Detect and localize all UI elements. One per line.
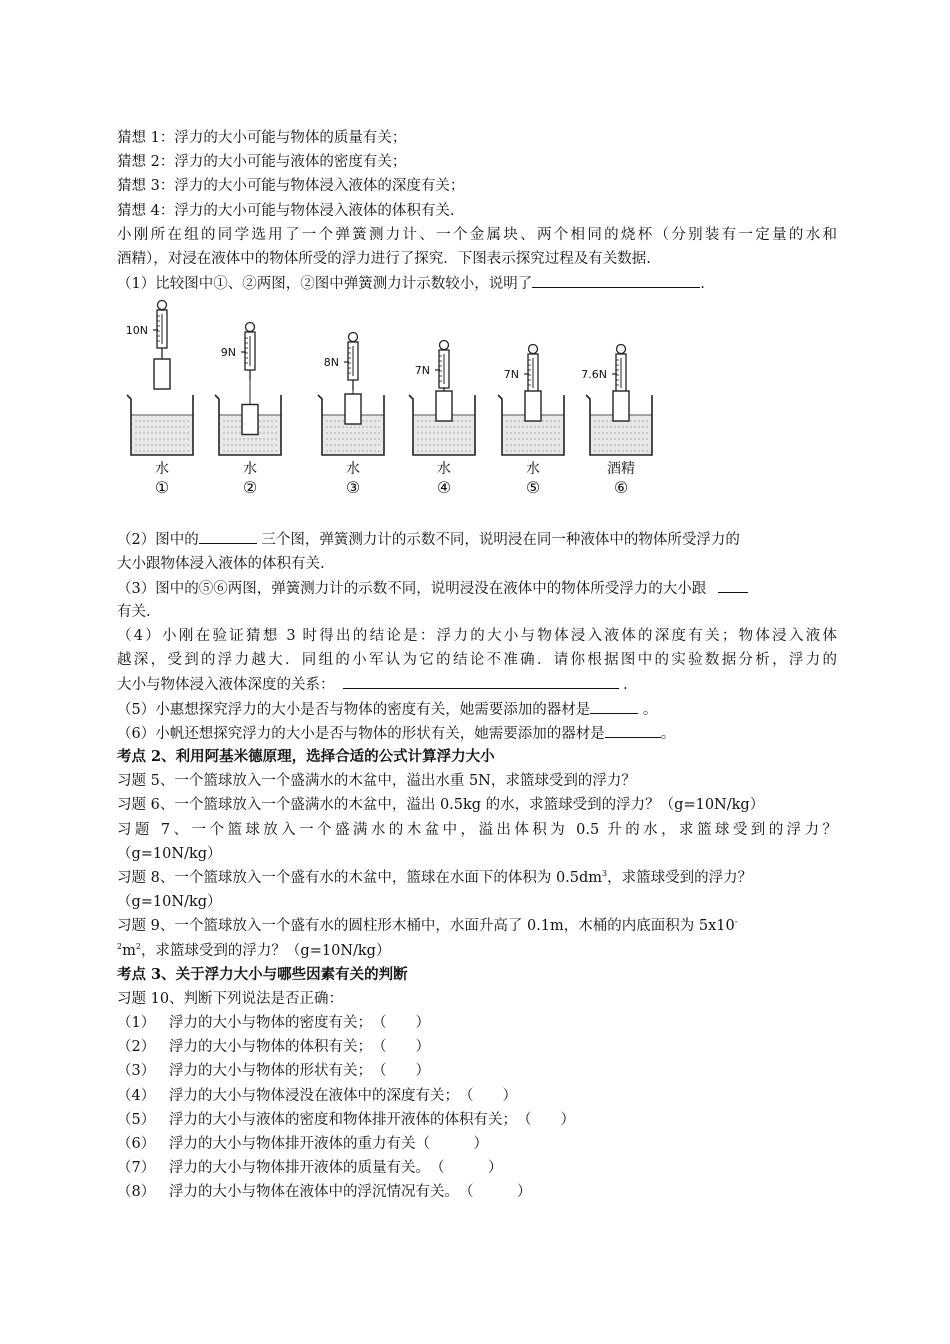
judge-item-1 bbox=[117, 1011, 837, 1035]
judge-answer-parentheses[interactable]: （ ） bbox=[517, 1111, 575, 1128]
experiment-panel-2 bbox=[215, 323, 281, 498]
liquid-name-label: 水 bbox=[346, 461, 360, 478]
question-1 bbox=[117, 271, 837, 295]
panel-number-label: ⑥ bbox=[613, 478, 629, 498]
judge-answer-parentheses[interactable]: （ ） bbox=[459, 1087, 517, 1104]
guess-2: 猜想 2：浮力的大小可能与液体的密度有关； bbox=[117, 154, 407, 171]
scale-reading-label: 9N bbox=[220, 346, 236, 360]
question-4-text: 大小与物体浸入液体深度的关系： bbox=[117, 677, 335, 694]
guess-1: 猜想 1：浮力的大小可能与物体的质量有关； bbox=[117, 130, 407, 146]
judge-item-text: 浮力的大小与物体的体积有关； bbox=[169, 1039, 372, 1056]
exercise-9-text-end: ，求篮球受到的浮力？（g=10N/kg） bbox=[140, 942, 391, 959]
scale-reading-label: 7.6N bbox=[581, 368, 607, 382]
judge-answer-parentheses[interactable]: （ ） bbox=[372, 1063, 430, 1080]
judge-item-7 bbox=[117, 1156, 837, 1180]
answer-blank-1[interactable] bbox=[532, 271, 700, 288]
exercise-9-unit-exponent: 2 bbox=[135, 941, 141, 951]
judge-item-3 bbox=[117, 1059, 837, 1083]
question-2-text-a: （2）图中的 bbox=[117, 532, 199, 549]
question-4-line-3 bbox=[117, 672, 837, 696]
intro-line-2: 酒精），对浸在液体中的物体所受的浮力进行了探究．下图表示探究过程及有关数据. bbox=[117, 250, 651, 267]
panel-number-label: ① bbox=[154, 478, 170, 498]
exercise-9-cont bbox=[117, 939, 837, 963]
guess-3: 猜想 3：浮力的大小可能与物体浸入液体的深度有关； bbox=[117, 178, 465, 195]
liquid-name-label: 水 bbox=[526, 461, 540, 478]
answer-blank-5[interactable] bbox=[590, 697, 638, 714]
exercise-5: 习题 5、一个篮球放入一个盛满水的木盆中，溢出水重 5N，求篮球受到的浮力？ bbox=[117, 773, 636, 790]
exercise-9-exponent-sign: - bbox=[734, 917, 738, 927]
scale-hook-ring bbox=[158, 301, 167, 310]
judge-item-number: （8） bbox=[117, 1184, 156, 1201]
experiment-panel-4 bbox=[409, 341, 475, 498]
experiment-diagram bbox=[117, 297, 837, 527]
judge-item-6 bbox=[117, 1132, 837, 1156]
liquid-name-label: 水 bbox=[243, 461, 257, 478]
answer-blank-3[interactable] bbox=[718, 576, 748, 593]
question-5-text: （5）小惠想探究浮力的大小是否与物体的密度有关，她需要添加的器材是 bbox=[117, 701, 591, 718]
judge-item-2 bbox=[117, 1035, 837, 1059]
question-3-text: （3）图中的⑤⑥两图，弹簧测力计的示数不同，说明浸没在液体中的物体所受浮力的大小跟 bbox=[117, 580, 707, 597]
metal-block bbox=[525, 391, 541, 421]
exercise-7: 习题 7、一个篮球放入一个盛满水的木盆中，溢出体积为 0.5 升的水，求篮球受到的浮力？ bbox=[117, 821, 837, 838]
judge-item-5 bbox=[117, 1108, 837, 1132]
scale-reading-label: 8N bbox=[323, 356, 339, 370]
experiment-panel-1 bbox=[126, 301, 193, 498]
liquid-name-label: 水 bbox=[155, 461, 169, 478]
exercise-8-text-end: ，求篮球受到的浮力？ bbox=[607, 869, 753, 886]
exercise-8-text: 习题 8、一个篮球放入一个盛有水的木盆中，篮球在水面下的体积为 0.5dm bbox=[117, 869, 603, 886]
exercise-7-cont: （g=10N/kg） bbox=[117, 845, 222, 862]
exercise-6: 习题 6、一个篮球放入一个盛满水的木盆中，溢出 0.5kg 的水，求篮球受到的浮力？（g=10N/kg） bbox=[117, 797, 765, 814]
intro-line-1: 小刚所在组的同学选用了一个弹簧测力计、一个金属块、两个相同的烧杯（分别装有一定量的水和 bbox=[117, 226, 837, 243]
topic-3-heading: 考点 3、关于浮力大小与哪些因素有关的判断 bbox=[117, 965, 408, 983]
panel-number-label: ④ bbox=[436, 478, 452, 498]
answer-blank-6[interactable] bbox=[605, 721, 661, 738]
question-2-text-b: 三个图，弹簧测力计的示数不同，说明浸在同一种液体中的物体所受浮力的 bbox=[256, 532, 740, 549]
judge-item-number: （3） bbox=[117, 1063, 156, 1080]
question-3 bbox=[117, 576, 837, 600]
question-1-end: . bbox=[700, 276, 705, 293]
panel-number-label: ③ bbox=[345, 478, 361, 498]
judge-item-text: 浮力的大小与物体浸没在液体中的深度有关； bbox=[169, 1087, 459, 1104]
answer-blank-2[interactable] bbox=[199, 527, 257, 544]
answer-blank-4[interactable] bbox=[343, 672, 619, 689]
scale-hook-ring bbox=[529, 345, 538, 354]
panel-number-label: ② bbox=[242, 478, 258, 498]
exercise-8-cont: （g=10N/kg） bbox=[117, 894, 222, 911]
question-1-text: （1）比较图中①、②两图，②图中弹簧测力计示数较小，说明了 bbox=[117, 276, 533, 293]
judge-item-4 bbox=[117, 1084, 837, 1108]
question-4-end: . bbox=[618, 677, 628, 694]
question-6-text: （6）小帆还想探究浮力的大小是否与物体的形状有关，她需要添加的器材是 bbox=[117, 725, 605, 742]
exercise-9-text: 习题 9、一个篮球放入一个盛有水的圆柱形木桶中，水面升高了 0.1m，木桶的内底面积为 5x10 bbox=[117, 918, 735, 935]
exercise-10: 习题 10、判断下列说法是否正确： bbox=[117, 990, 344, 1007]
experiment-panel-6 bbox=[581, 345, 652, 498]
exercise-9-exponent-value: 2 bbox=[117, 941, 123, 951]
scale-reading-label: 7N bbox=[414, 364, 430, 378]
experiment-figure bbox=[117, 297, 837, 527]
judge-item-number: （1） bbox=[117, 1015, 156, 1032]
question-2-cont: 大小跟物体浸入液体的体积有关. bbox=[117, 555, 325, 572]
judge-item-number: （2） bbox=[117, 1039, 156, 1056]
metal-block bbox=[436, 391, 452, 421]
judge-item-text: 浮力的大小与物体排开液体的质量有关。 bbox=[169, 1160, 430, 1177]
scale-reading-label: 10N bbox=[125, 324, 148, 338]
scale-hook-ring bbox=[440, 341, 449, 350]
worksheet-content bbox=[117, 126, 837, 1205]
metal-block bbox=[154, 359, 170, 389]
guess-4: 猜想 4：浮力的大小可能与物体浸入液体的体积有关. bbox=[117, 202, 455, 219]
judge-item-number: （5） bbox=[117, 1111, 156, 1128]
judge-answer-parentheses[interactable]: （ ） bbox=[430, 1160, 503, 1177]
metal-block bbox=[345, 394, 361, 424]
judge-item-text: 浮力的大小与液体的密度和物体排开液体的体积有关； bbox=[169, 1111, 517, 1128]
judge-answer-parentheses[interactable]: （ ） bbox=[372, 1015, 430, 1032]
judge-item-8 bbox=[117, 1180, 837, 1204]
judge-item-number: （6） bbox=[117, 1136, 156, 1152]
judge-answer-parentheses[interactable]: （ ） bbox=[459, 1184, 532, 1201]
experiment-panel-5 bbox=[498, 345, 564, 498]
question-2 bbox=[117, 527, 837, 551]
exercise-8-exponent: 3 bbox=[602, 869, 608, 879]
question-3-cont: 有关. bbox=[117, 603, 151, 620]
panel-number-label: ⑤ bbox=[525, 478, 541, 498]
judge-item-number: （4） bbox=[117, 1087, 156, 1104]
metal-block bbox=[613, 391, 629, 421]
scale-reading-label: 7N bbox=[503, 368, 519, 382]
topic-2-heading: 考点 2、利用阿基米德原理，选择合适的公式计算浮力大小 bbox=[117, 748, 495, 765]
judge-item-text: 浮力的大小与物体在液体中的浮沉情况有关。 bbox=[169, 1184, 459, 1201]
question-4-line-2: 越深，受到的浮力越大．同组的小军认为它的结论不准确．请你根据图中的实验数据分析，浮力的 bbox=[117, 652, 837, 669]
question-4-line-1: （4）小刚在验证猜想 3 时得出的结论是：浮力的大小与物体浸入液体的深度有关；物体浸入液体 bbox=[117, 628, 837, 645]
question-6 bbox=[117, 721, 837, 745]
exercise-9-unit: m bbox=[122, 942, 136, 959]
scale-hook-ring bbox=[246, 323, 255, 332]
liquid-name-label: 水 bbox=[437, 461, 451, 478]
judge-answer-parentheses[interactable]: （ ） bbox=[415, 1136, 488, 1152]
scale-hook-ring bbox=[617, 345, 626, 354]
metal-block bbox=[242, 405, 258, 435]
question-6-end: 。 bbox=[660, 725, 676, 742]
exercise-8 bbox=[117, 866, 837, 890]
exercise-9 bbox=[117, 914, 837, 938]
judge-item-text: 浮力的大小与物体的形状有关； bbox=[169, 1063, 372, 1080]
judge-item-number: （7） bbox=[117, 1160, 156, 1177]
judge-item-text: 浮力的大小与物体的密度有关； bbox=[169, 1015, 372, 1032]
question-5 bbox=[117, 697, 837, 721]
judge-item-text: 浮力的大小与物体排开液体的重力有关 bbox=[169, 1136, 416, 1152]
experiment-panel-3 bbox=[318, 333, 384, 498]
judge-answer-parentheses[interactable]: （ ） bbox=[372, 1039, 430, 1056]
question-5-end: 。 bbox=[638, 701, 658, 718]
liquid-name-label: 酒精 bbox=[607, 461, 635, 478]
scale-hook-ring bbox=[349, 333, 358, 342]
